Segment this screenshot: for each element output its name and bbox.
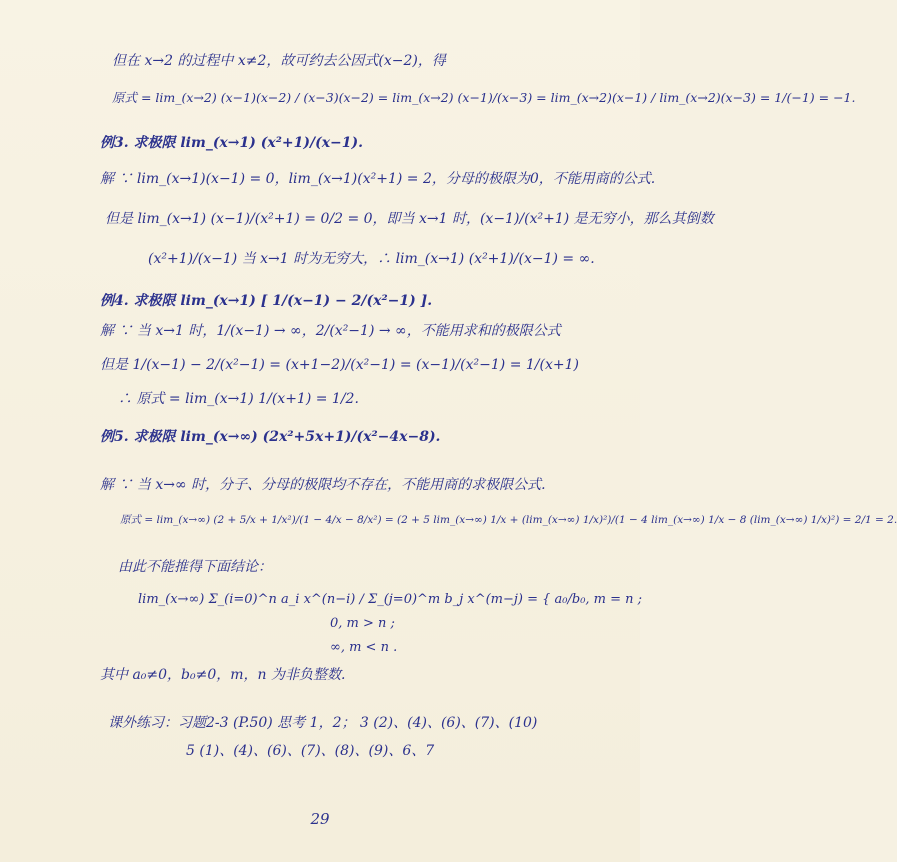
text-line-13: 原式 = lim_(x→∞) (2 + 5/x + 1/x²)/(1 − 4/x − 8/x²) = (2 + 5 lim_(x→∞) 1/x + (lim_(x→∞) 1/x)²)/(1 − 4 lim_(x→∞) 1/x − 8 (lim_(x→∞) 1/x)²) = 2/1 = 2. <box>120 514 897 526</box>
text-line-8: 解 ∵ 当 x→1 时，1/(x−1) → ∞，2/(x²−1) → ∞，不能用求和的极限公式 <box>100 323 561 339</box>
example-4-heading: 例4. 求极限 lim_(x→1) [ 1/(x−1) − 2/(x²−1) ]. <box>100 293 433 309</box>
text-line-1: 但在 x→2 的过程中 x≠2，故可约去公因式(x−2)，得 <box>112 53 446 69</box>
text-line-6: (x²+1)/(x−1) 当 x→1 时为无穷大，∴ lim_(x→1) (x²+1)/(x−1) = ∞. <box>148 251 595 267</box>
exercise-line-1: 课外练习：习题2-3 (P.50) 思考 1，2； 3 (2)、(4)、(6)、(7)、(10) <box>108 715 538 731</box>
exercise-line-2: 5 (1)、(4)、(6)、(7)、(8)、(9)、6、7 <box>186 743 435 759</box>
text-line-9: 但是 1/(x−1) − 2/(x²−1) = (x+1−2)/(x²−1) = (x−1)/(x²−1) = 1/(x+1) <box>100 357 579 373</box>
formula-line-1: lim_(x→∞) Σ_(i=0)^n a_i x^(n−i) / Σ_(j=0)^m b_j x^(m−j) = { a₀/b₀, m = n ; <box>138 592 643 607</box>
formula-line-3: ∞, m < n . <box>330 640 398 655</box>
text-line-10: ∴ 原式 = lim_(x→1) 1/(x+1) = 1/2. <box>118 391 359 407</box>
text-line-18: 其中 a₀≠0，b₀≠0，m，n 为非负整数. <box>100 667 346 683</box>
text-line-14: 由此不能推得下面结论： <box>118 559 272 575</box>
example-3-heading: 例3. 求极限 lim_(x→1) (x²+1)/(x−1). <box>100 135 364 151</box>
example-5-heading: 例5. 求极限 lim_(x→∞) (2x²+5x+1)/(x²−4x−8). <box>100 429 441 445</box>
text-line-2: 原式 = lim_(x→2) (x−1)(x−2) / (x−3)(x−2) = lim_(x→2) (x−1)/(x−3) = lim_(x→2)(x−1) / lim_(x→2)(x−3) = 1/(−1) = −1. <box>112 90 856 105</box>
text-line-4: 解 ∵ lim_(x→1)(x−1) = 0，lim_(x→1)(x²+1) = 2，分母的极限为0，不能用商的公式. <box>100 171 656 187</box>
page-number: 29 <box>310 810 330 828</box>
text-line-12: 解 ∵ 当 x→∞ 时，分子、分母的极限均不存在，不能用商的求极限公式. <box>100 477 546 493</box>
text-line-5: 但是 lim_(x→1) (x−1)/(x²+1) = 0/2 = 0，即当 x→1 时，(x−1)/(x²+1) 是无穷小，那么其倒数 <box>105 211 714 227</box>
formula-line-2: 0, m > n ; <box>330 616 395 631</box>
